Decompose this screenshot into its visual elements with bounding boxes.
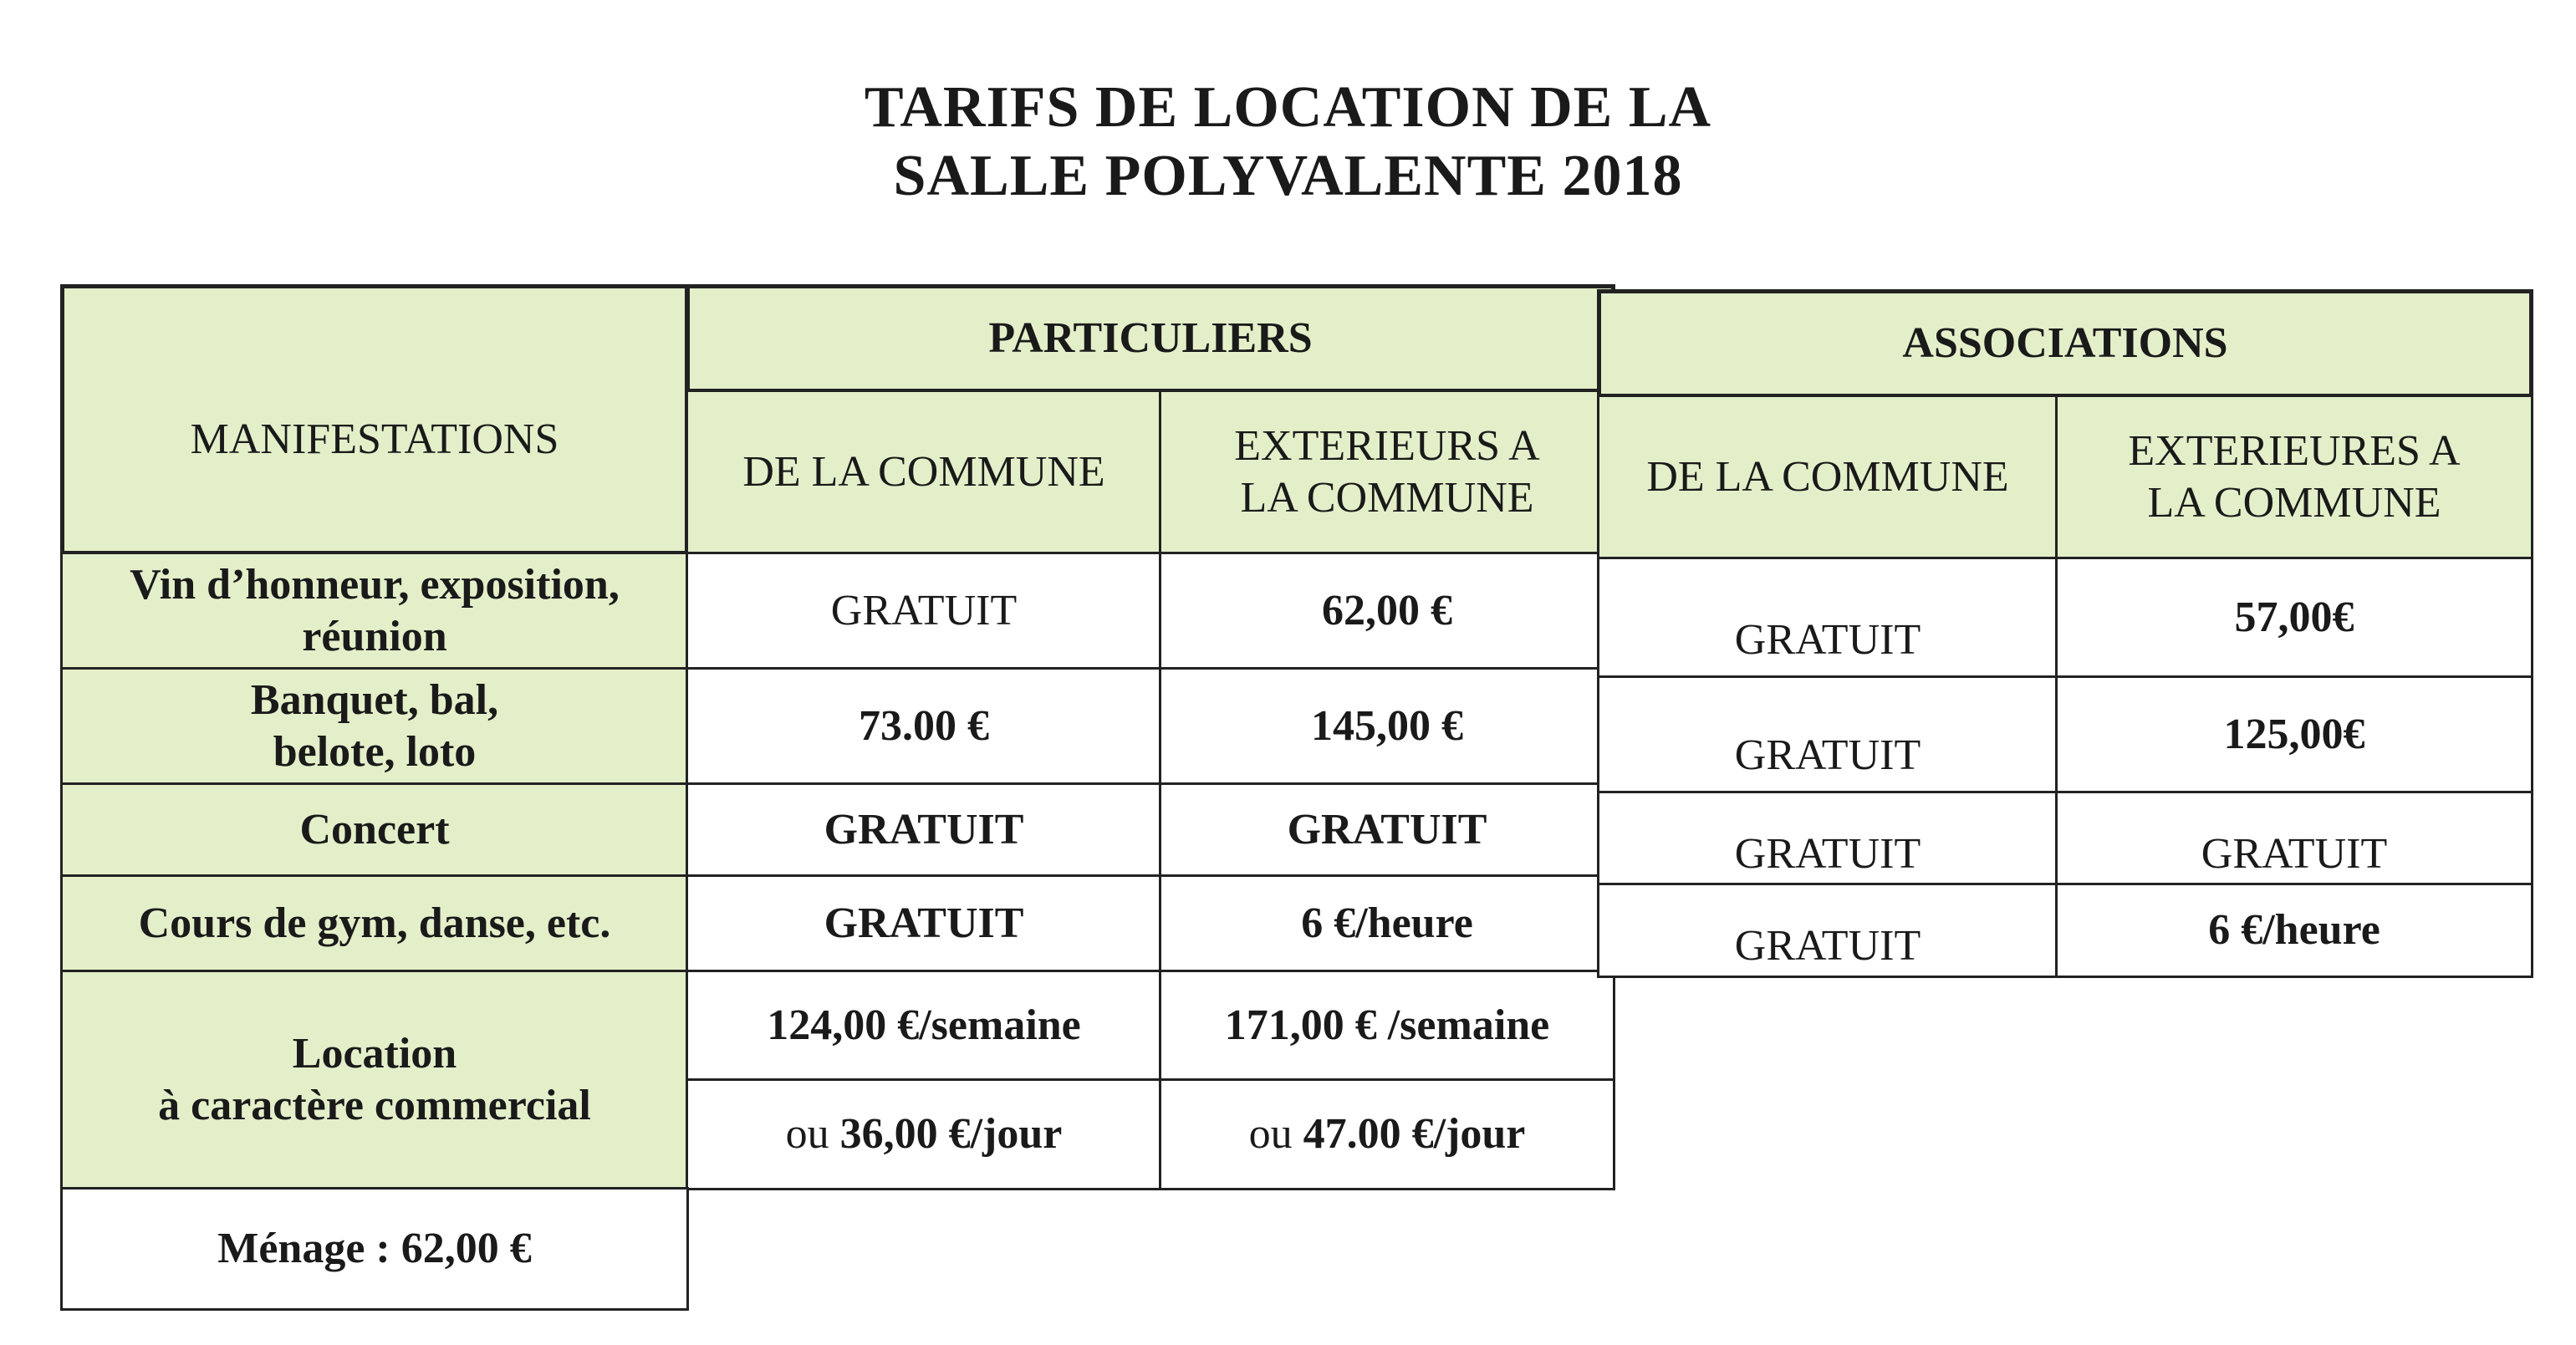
- row-label-location: [60, 970, 689, 1190]
- cell-gym-assoc-commune: [1597, 883, 2058, 978]
- header-part-exterieurs-line1: EXTERIEURS A: [1234, 422, 1540, 470]
- cell-gym-part-commune: [686, 874, 1162, 973]
- header-assoc-commune-label: DE LA COMMUNE: [1646, 453, 2009, 501]
- header-manifestations-label: MANIFESTATIONS: [190, 415, 559, 463]
- cell-vin-assoc-commune: [1597, 557, 2058, 679]
- header-particuliers-label: PARTICULIERS: [988, 314, 1313, 362]
- header-associations-label: ASSOCIATIONS: [1902, 319, 2228, 367]
- row-label-gym-text: Cours de gym, danse, etc.: [138, 899, 611, 947]
- row-label-banquet-line1: Banquet, bal,: [250, 676, 499, 724]
- page-title: [0, 74, 2576, 211]
- cell-concert-part-ext-value: GRATUIT: [1287, 806, 1487, 853]
- header-part-commune: [686, 390, 1162, 555]
- cell-banquet-part-ext: [1159, 667, 1615, 786]
- title-line-2: SALLE POLYVALENTE 2018: [893, 144, 1683, 208]
- cell-location-part-commune-week: [686, 970, 1162, 1082]
- cell-gym-part-ext-value: 6 €/heure: [1301, 899, 1473, 947]
- cell-banquet-part-ext-value: 145,00 €: [1311, 702, 1463, 750]
- header-part-exterieurs: [1159, 390, 1615, 555]
- cell-location-part-ext-week: [1159, 970, 1615, 1082]
- row-label-banquet: [60, 667, 689, 786]
- cell-concert-part-commune: [686, 782, 1162, 878]
- row-label-banquet-line2: belote, loto: [273, 728, 477, 776]
- header-assoc-exterieures-line2: LA COMMUNE: [2147, 479, 2441, 527]
- cell-gym-part-ext: [1159, 874, 1615, 973]
- cell-location-part-commune-week-value: 124,00 €/semaine: [767, 1001, 1081, 1049]
- cell-banquet-assoc-ext-value: 125,00€: [2223, 711, 2365, 758]
- cell-vin-part-ext-value: 62,00 €: [1322, 587, 1452, 634]
- cell-banquet-assoc-commune-value: GRATUIT: [1734, 731, 1921, 779]
- row-label-location-line2: à caractère commercial: [158, 1082, 591, 1129]
- header-assoc-exterieures-line1: EXTERIEURES A: [2128, 427, 2461, 475]
- cell-gym-assoc-ext-value: 6 €/heure: [2208, 906, 2380, 954]
- header-manifestations: [60, 284, 689, 555]
- row-label-vin-line2: réunion: [302, 613, 447, 660]
- cell-location-part-ext-day-value: 47.00 €/jour: [1303, 1110, 1526, 1158]
- cell-gym-part-commune-value: GRATUIT: [824, 899, 1024, 947]
- cell-vin-assoc-ext: [2055, 557, 2533, 679]
- cell-vin-assoc-ext-value: 57,00€: [2234, 594, 2354, 641]
- cell-concert-part-ext: [1159, 782, 1615, 878]
- header-assoc-exterieures: [2055, 395, 2533, 560]
- cell-vin-part-commune-value: GRATUIT: [830, 587, 1018, 634]
- header-part-commune-label: DE LA COMMUNE: [742, 448, 1105, 496]
- cell-concert-assoc-commune-value: GRATUIT: [1734, 830, 1921, 878]
- row-label-location-line1: Location: [292, 1030, 457, 1078]
- cell-vin-assoc-commune-value: GRATUIT: [1734, 616, 1921, 664]
- cell-banquet-part-commune-value: 73.00 €: [859, 702, 989, 750]
- header-assoc-commune: [1597, 395, 2058, 560]
- cell-concert-part-commune-value: GRATUIT: [824, 806, 1024, 853]
- row-label-concert-text: Concert: [299, 806, 450, 853]
- cell-concert-assoc-commune: [1597, 791, 2058, 886]
- row-label-vin-line1: Vin d’honneur, exposition,: [130, 561, 620, 609]
- cell-vin-part-ext: [1159, 552, 1615, 670]
- row-label-vin: [60, 552, 689, 670]
- menage-box: [60, 1187, 689, 1311]
- row-label-gym: [60, 874, 689, 973]
- cell-concert-assoc-ext: [2055, 791, 2533, 886]
- header-associations: [1597, 289, 2533, 398]
- header-part-exterieurs-line2: LA COMMUNE: [1240, 474, 1534, 522]
- cell-vin-part-commune: [686, 552, 1162, 670]
- row-label-concert: [60, 782, 689, 878]
- menage-text: Ménage : 62,00 €: [217, 1225, 532, 1272]
- cell-banquet-assoc-ext: [2055, 675, 2533, 794]
- cell-location-part-ext-day: [1159, 1078, 1615, 1190]
- title-line-1: TARIFS DE LOCATION DE LA: [864, 75, 1712, 140]
- header-particuliers: [686, 284, 1615, 393]
- cell-gym-assoc-commune-value: GRATUIT: [1734, 922, 1921, 970]
- cell-location-part-commune-day-value: 36,00 €/jour: [839, 1110, 1063, 1158]
- cell-location-part-commune-day: [686, 1078, 1162, 1190]
- cell-location-part-commune-day-prefix: ou: [785, 1110, 829, 1158]
- cell-concert-assoc-ext-value: GRATUIT: [2201, 830, 2388, 878]
- cell-banquet-assoc-commune: [1597, 675, 2058, 794]
- cell-banquet-part-commune: [686, 667, 1162, 786]
- cell-gym-assoc-ext: [2055, 883, 2533, 978]
- cell-location-part-ext-day-prefix: ou: [1248, 1110, 1293, 1158]
- cell-location-part-ext-week-value: 171,00 € /semaine: [1224, 1001, 1550, 1049]
